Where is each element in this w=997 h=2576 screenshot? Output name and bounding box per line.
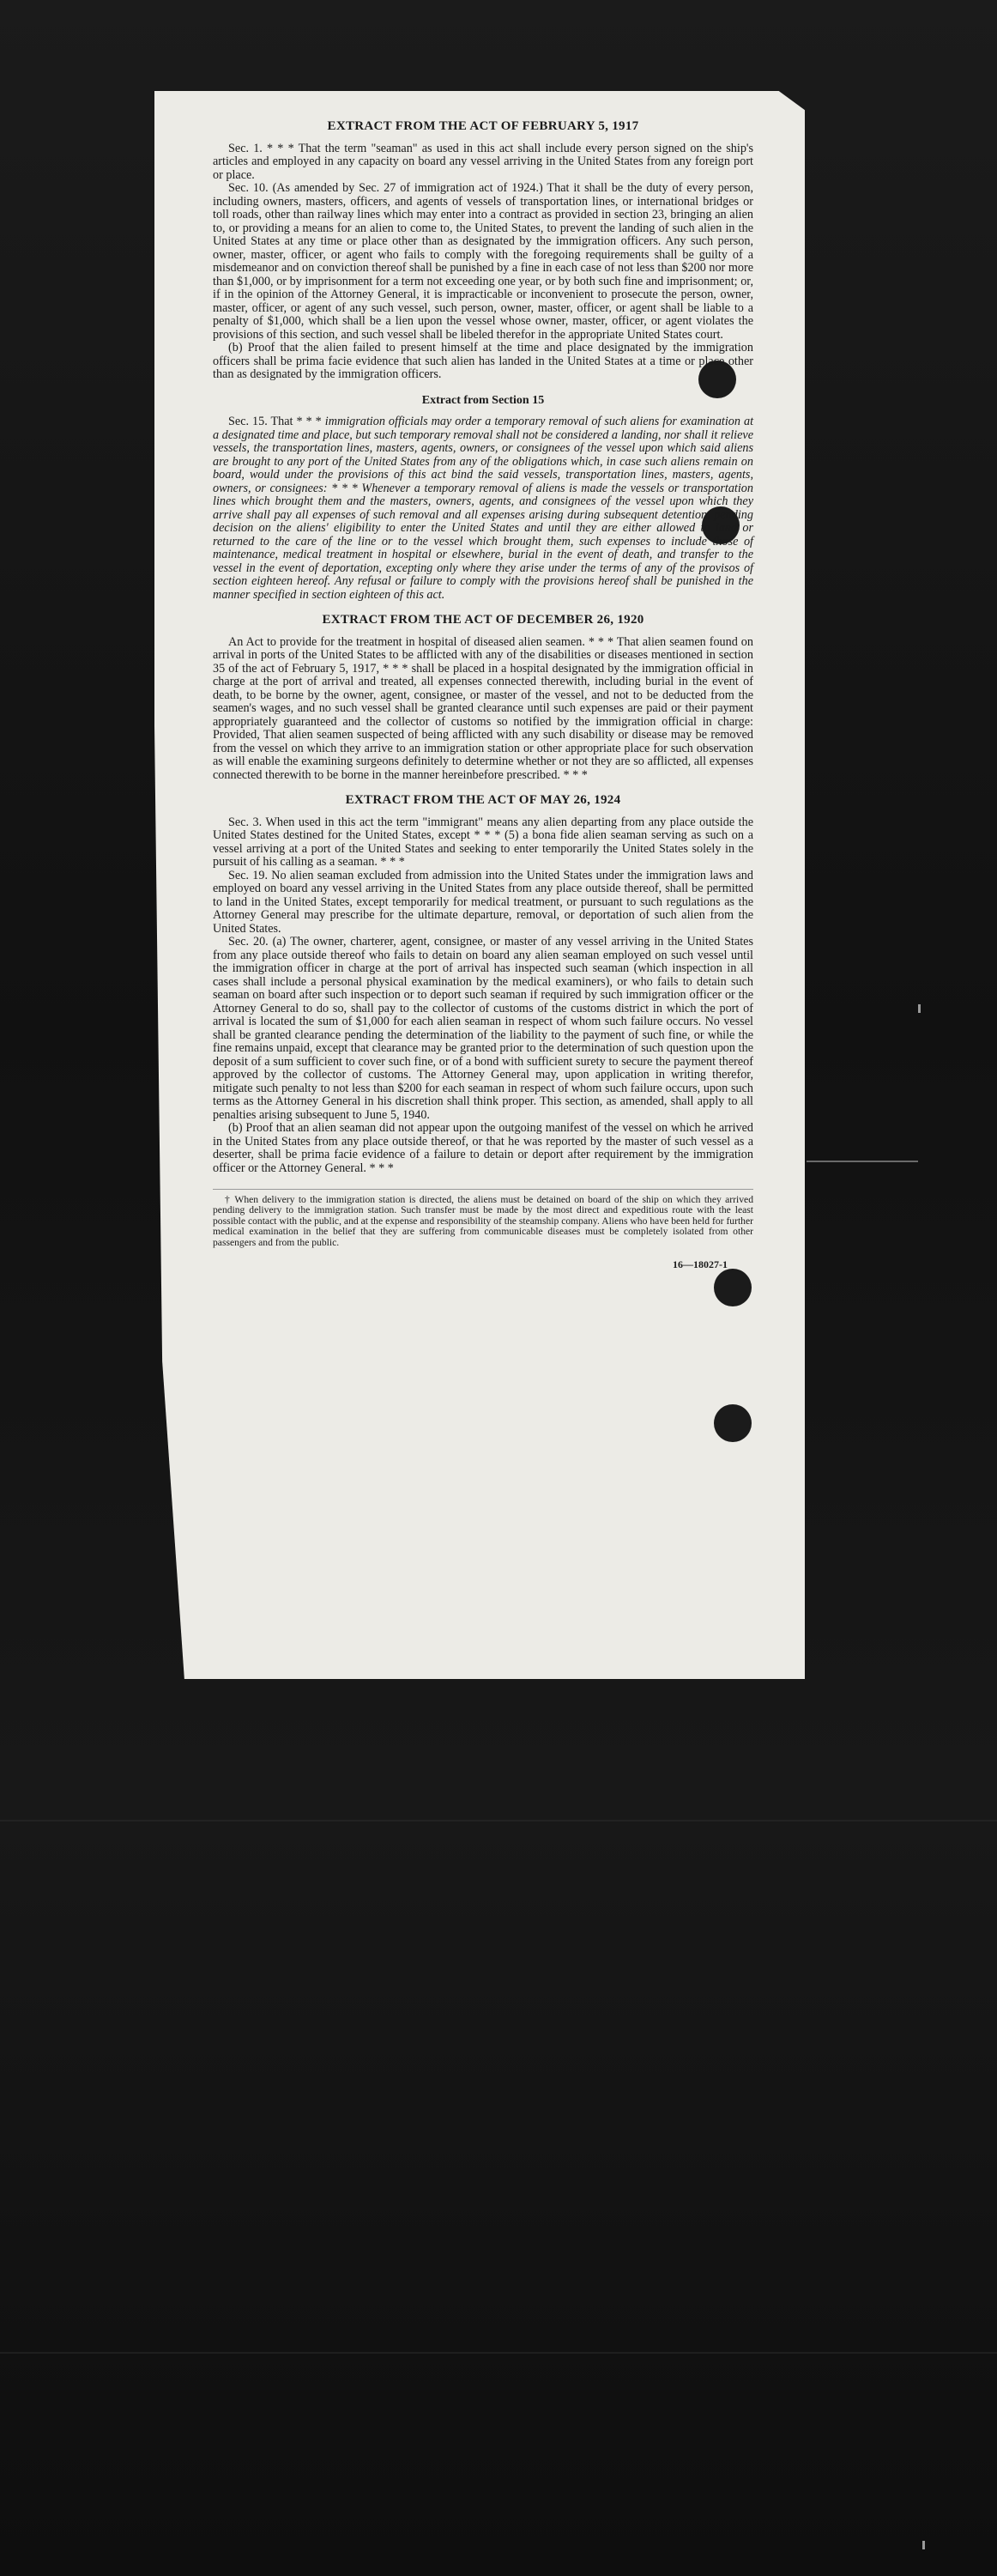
film-mark bbox=[807, 1161, 918, 1162]
punch-hole bbox=[714, 1404, 752, 1442]
footnote: † When delivery to the immigration station is directed, the aliens must be detained on board of the ship on which they arrived pending delivery to the immigration station. Such transfer must be made by the most direct and expeditious route with the least possible contact with the public, and at the expense and responsibility of the steamship company. Aliens who have been held for further medical examination in the belief that they are suffering from communicable diseases must be completely isolated from other passengers and from the public. bbox=[213, 1189, 753, 1248]
film-band bbox=[0, 1820, 997, 1821]
film-tick bbox=[922, 2541, 925, 2549]
heading-section-15: Extract from Section 15 bbox=[421, 393, 545, 407]
section-15-body: immigration officials may order a temporary removal of such aliens for examination at a designated time and place, but such temporary removal shall not be considered a landing, nor shall it relieve vessels, the transportation lines, masters, agents, owners, or consignees of the vessel upon which said aliens are brought to any port of the United States from any of the obligations which, in case such aliens remain on board, would under the provisions of this act bind the said vessels, transportation lines, masters, agents, owners, or consignees: * * * Whenever a temporary removal of aliens is made the vessels or transportation lines which brought them and the masters, owners, agents, and consignees of the vessel upon which they arrive shall pay all expenses of such removal and all expenses arising during subsequent detention, pending decision on the aliens' eligibility to enter the United States and until they are either allowed to land or returned to the care of the line or to the vessel which brought them, such expenses to include those of maintenance, medical treatment in hospital or elsewhere, burial in the event of death, and transfer to the vessel in the event of deportation, excepting only where they arise under the terms of any of the provisos of section eighteen hereof. Any refusal or failure to comply with the provisions hereof shall be punished in the manner specified in section eighteen of this act. bbox=[213, 415, 754, 602]
section-10-b: (b) Proof that the alien failed to present himself at the time and place designated by the immigration officers shall be prima facie evidence that such alien has landed in the United States at a time or place other than as designated by the immigration officers. bbox=[213, 341, 753, 381]
section-10: Sec. 10. (As amended by Sec. 27 of immigration act of 1924.) That it shall be the duty of every person, including owners, masters, officers, and agents of vessels of transportation lines, or international bridges or toll roads, other than railway lines which may enter into a contract as provided in section 23, bringing an alien to, or providing a means for an alien to come to, the United States, to prevent the landing of such alien in the United States at any time or place other than as designated by the immigration officers. Any such person, owner, master, officer, or agent who fails to comply with the foregoing requirements shall be guilty of a misdemeanor and on conviction thereof shall be punished by a fine in each case of not less than $200 nor more than $1,000, or by imprisonment for a term not exceeding one year, or by both such fine and imprisonment; or, if in the opinion of the Attorney General, it is impracticable or inconvenient to prosecute the person, owner, master, officer, or agent of any such vessel, such person, owner, master, officer, or agent shall be liable to a penalty of $1,000, which shall be a lien upon the vessel whose owner, master, officer, or agent violates the provisions of this section, and such vessel shall be libeled therefor in the appropriate United States court. bbox=[213, 181, 753, 342]
section-15-lead: Sec. 15. That * * * bbox=[228, 415, 322, 428]
heading-feb-1917: EXTRACT FROM THE ACT OF FEBRUARY 5, 1917 bbox=[327, 119, 639, 133]
section-15 bbox=[213, 415, 753, 602]
section-20-b: (b) Proof that an alien seaman did not appear upon the outgoing manifest of the vessel on which he arrived in the United States from any place outside thereof, or that he was reported by the master of such vessel as a deserter, shall be prima facie evidence of a failure to detain or deport after requirement by the immigration officer or the Attorney General. * * * bbox=[213, 1121, 753, 1175]
section-20-a: Sec. 20. (a) The owner, charterer, agent, consignee, or master of any vessel arriving in the United States from any place outside thereof who fails to detain on board any alien seaman employed on such vessel until the immigration officer in charge at the port of arrival has inspected such seaman (which inspection in all cases shall include a personal physical examination by the medical examiners), or who fails to detain such seaman on board after such inspection or to deport such seaman if required by such immigration officer or the Attorney General to do so, shall pay to the collector of customs of the customs district in which the port of arrival is located the sum of $1,000 for each alien seaman in respect of whom such failure occurs. No vessel shall be granted clearance pending the determination of the liability to the payment of such fine, or while the fine remains unpaid, except that clearance may be granted prior to the determination of such question upon the deposit of a sum sufficient to cover such fine, or of a bond with sufficient surety to secure the payment thereof approved by the collector of customs. The Attorney General may, upon application in writing therefor, mitigate such penalty to not less than $200 for each seaman in respect of whom such failure occurs, upon such terms as the Attorney General in his discretion shall think proper. This section, as amended, shall apply to all penalties arising subsequent to June 5, 1940. bbox=[213, 935, 753, 1122]
punch-hole bbox=[714, 1269, 752, 1306]
film-band bbox=[0, 2352, 997, 2354]
section-3: Sec. 3. When used in this act the term "immigrant" means any alien departing from any place outside the United States destined for the United States, except * * * (5) a bona fide alien seaman serving as such on a vessel arriving at a port of the United States and seeking to enter temporarily the United States solely in the pursuit of his calling as a seaman. * * * bbox=[213, 815, 753, 869]
act-1920-body: An Act to provide for the treatment in hospital of diseased alien seamen. * * * That alien seamen found on arrival in ports of the United States to be afflicted with any of the disabilities or diseases mentioned in section 35 of the act of February 5, 1917, * * * shall be placed in a hospital designated by the immigration official in charge at the port of arrival and treated, all expenses connected therewith, including burial in the event of death, to be borne by the owner, agent, consignee, or master of the vessel, and not to be deducted from the seamen's wages, and no such vessel shall be granted clearance until such expenses are paid or their payment appropriately guaranteed and the collector of customs so notified by the immigration official in charge: Provided, That alien seamen suspected of being afflicted with any such disability or disease may be removed from the vessel on which they arrive to an immigration station or other appropriate place for such observation as will enable the examining surgeons definitely to determine whether or not they are so afflicted, all expenses connected therewith to be borne in the manner hereinbefore prescribed. * * * bbox=[213, 634, 753, 782]
heading-dec-1920: EXTRACT FROM THE ACT OF DECEMBER 26, 1920 bbox=[322, 613, 644, 627]
document-text bbox=[213, 120, 753, 1271]
document-number: 16—18027-1 bbox=[673, 1258, 728, 1270]
section-19: Sec. 19. No alien seaman excluded from admission into the United States under the immigration laws and employed on board any vessel arriving in the United States from any place outside thereof, shall be permitted to land in the United States, except temporarily for medical treatment, or pursuant to such regulations as the Attorney General may prescribe for the ultimate departure, removal, or deportation of such alien from the United States. bbox=[213, 868, 753, 936]
film-tick bbox=[918, 1004, 921, 1013]
section-1: Sec. 1. * * * That the term "seaman" as used in this act shall include every person signed on the ship's articles and employed in any capacity on board any vessel arriving in the United States from any foreign port or place. bbox=[213, 141, 753, 182]
heading-may-1924: EXTRACT FROM THE ACT OF MAY 26, 1924 bbox=[345, 793, 621, 807]
